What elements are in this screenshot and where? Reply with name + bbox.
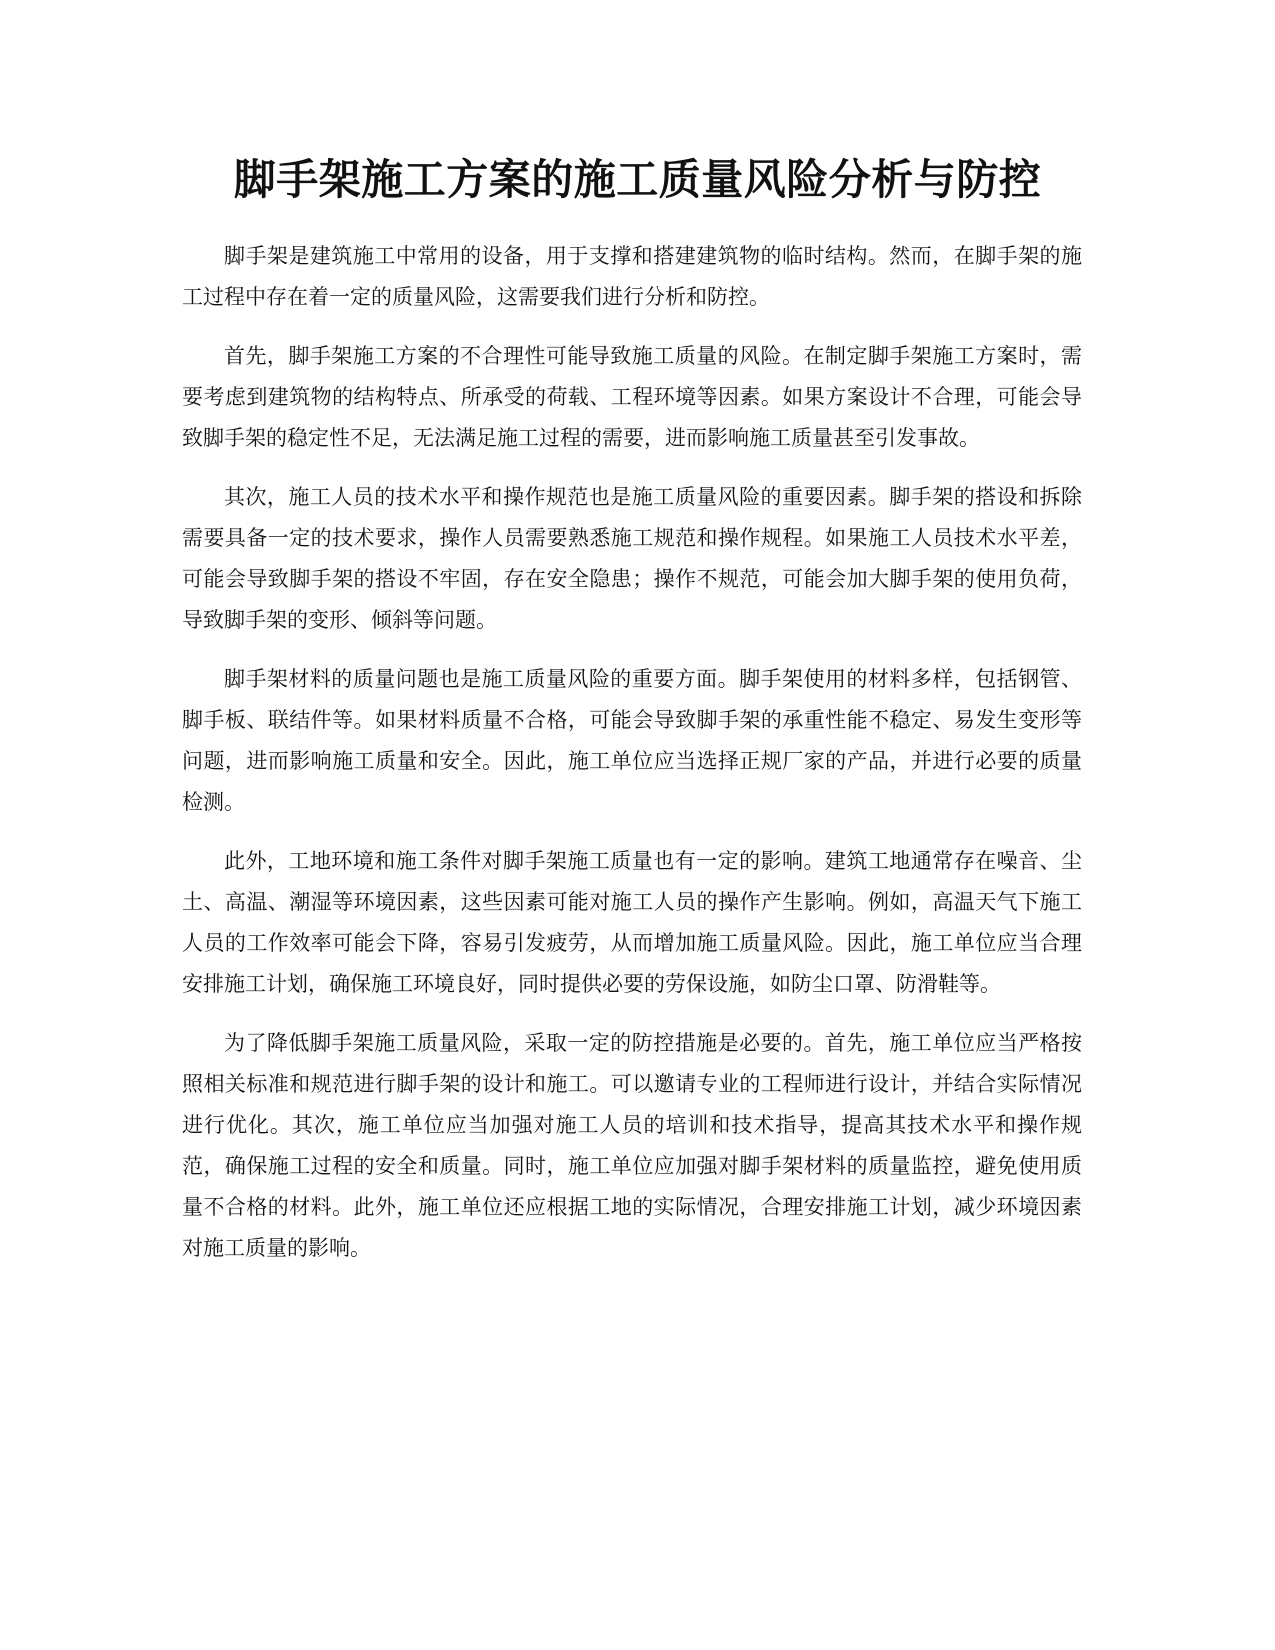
paragraph-plan-risk: 首先，脚手架施工方案的不合理性可能导致施工质量的风险。在制定脚手架施工方案时，需要考虑到建筑物的结构特点、所承受的荷载、工程环境等因素。如果方案设计不合理，可能会导致脚手架的稳定性不足，无法满足施工过程的需要，进而影响施工质量甚至引发事故。 [182, 344, 1082, 450]
paragraph-prevention-measures: 为了降低脚手架施工质量风险，采取一定的防控措施是必要的。首先，施工单位应当严格按照相关标准和规范进行脚手架的设计和施工。可以邀请专业的工程师进行设计，并结合实际情况进行优化。其次，施工单位应当加强对施工人员的培训和技术指导，提高其技术水平和操作规范，确保施工过程的安全和质量。同时，施工单位应加强对脚手架材料的质量监控，避免使用质量不合格的材料。此外，施工单位还应根据工地的实际情况，合理安排施工计划，减少环境因素对施工质量的影响。 [182, 1031, 1082, 1260]
document-title: 脚手架施工方案的施工质量风险分析与防控 [233, 155, 1042, 204]
paragraph-intro: 脚手架是建筑施工中常用的设备，用于支撑和搭建建筑物的临时结构。然而，在脚手架的施工过程中存在着一定的质量风险，这需要我们进行分析和防控。 [182, 244, 1082, 309]
paragraph-material-risk: 脚手架材料的质量问题也是施工质量风险的重要方面。脚手架使用的材料多样，包括钢管、脚手板、联结件等。如果材料质量不合格，可能会导致脚手架的承重性能不稳定、易发生变形等问题，进而影响施工质量和安全。因此，施工单位应当选择正规厂家的产品，并进行必要的质量检测。 [182, 667, 1082, 814]
document-body [182, 236, 1082, 1287]
paragraph-environment-risk: 此外，工地环境和施工条件对脚手架施工质量也有一定的影响。建筑工地通常存在噪音、尘土、高温、潮湿等环境因素，这些因素可能对施工人员的操作产生影响。例如，高温天气下施工人员的工作效率可能会下降，容易引发疲劳，从而增加施工质量风险。因此，施工单位应当合理安排施工计划，确保施工环境良好，同时提供必要的劳保设施，如防尘口罩、防滑鞋等。 [182, 849, 1082, 996]
paragraph-personnel-risk: 其次，施工人员的技术水平和操作规范也是施工质量风险的重要因素。脚手架的搭设和拆除需要具备一定的技术要求，操作人员需要熟悉施工规范和操作规程。如果施工人员技术水平差，可能会导致脚手架的搭设不牢固，存在安全隐患；操作不规范，可能会加大脚手架的使用负荷，导致脚手架的变形、倾斜等问题。 [182, 485, 1082, 632]
